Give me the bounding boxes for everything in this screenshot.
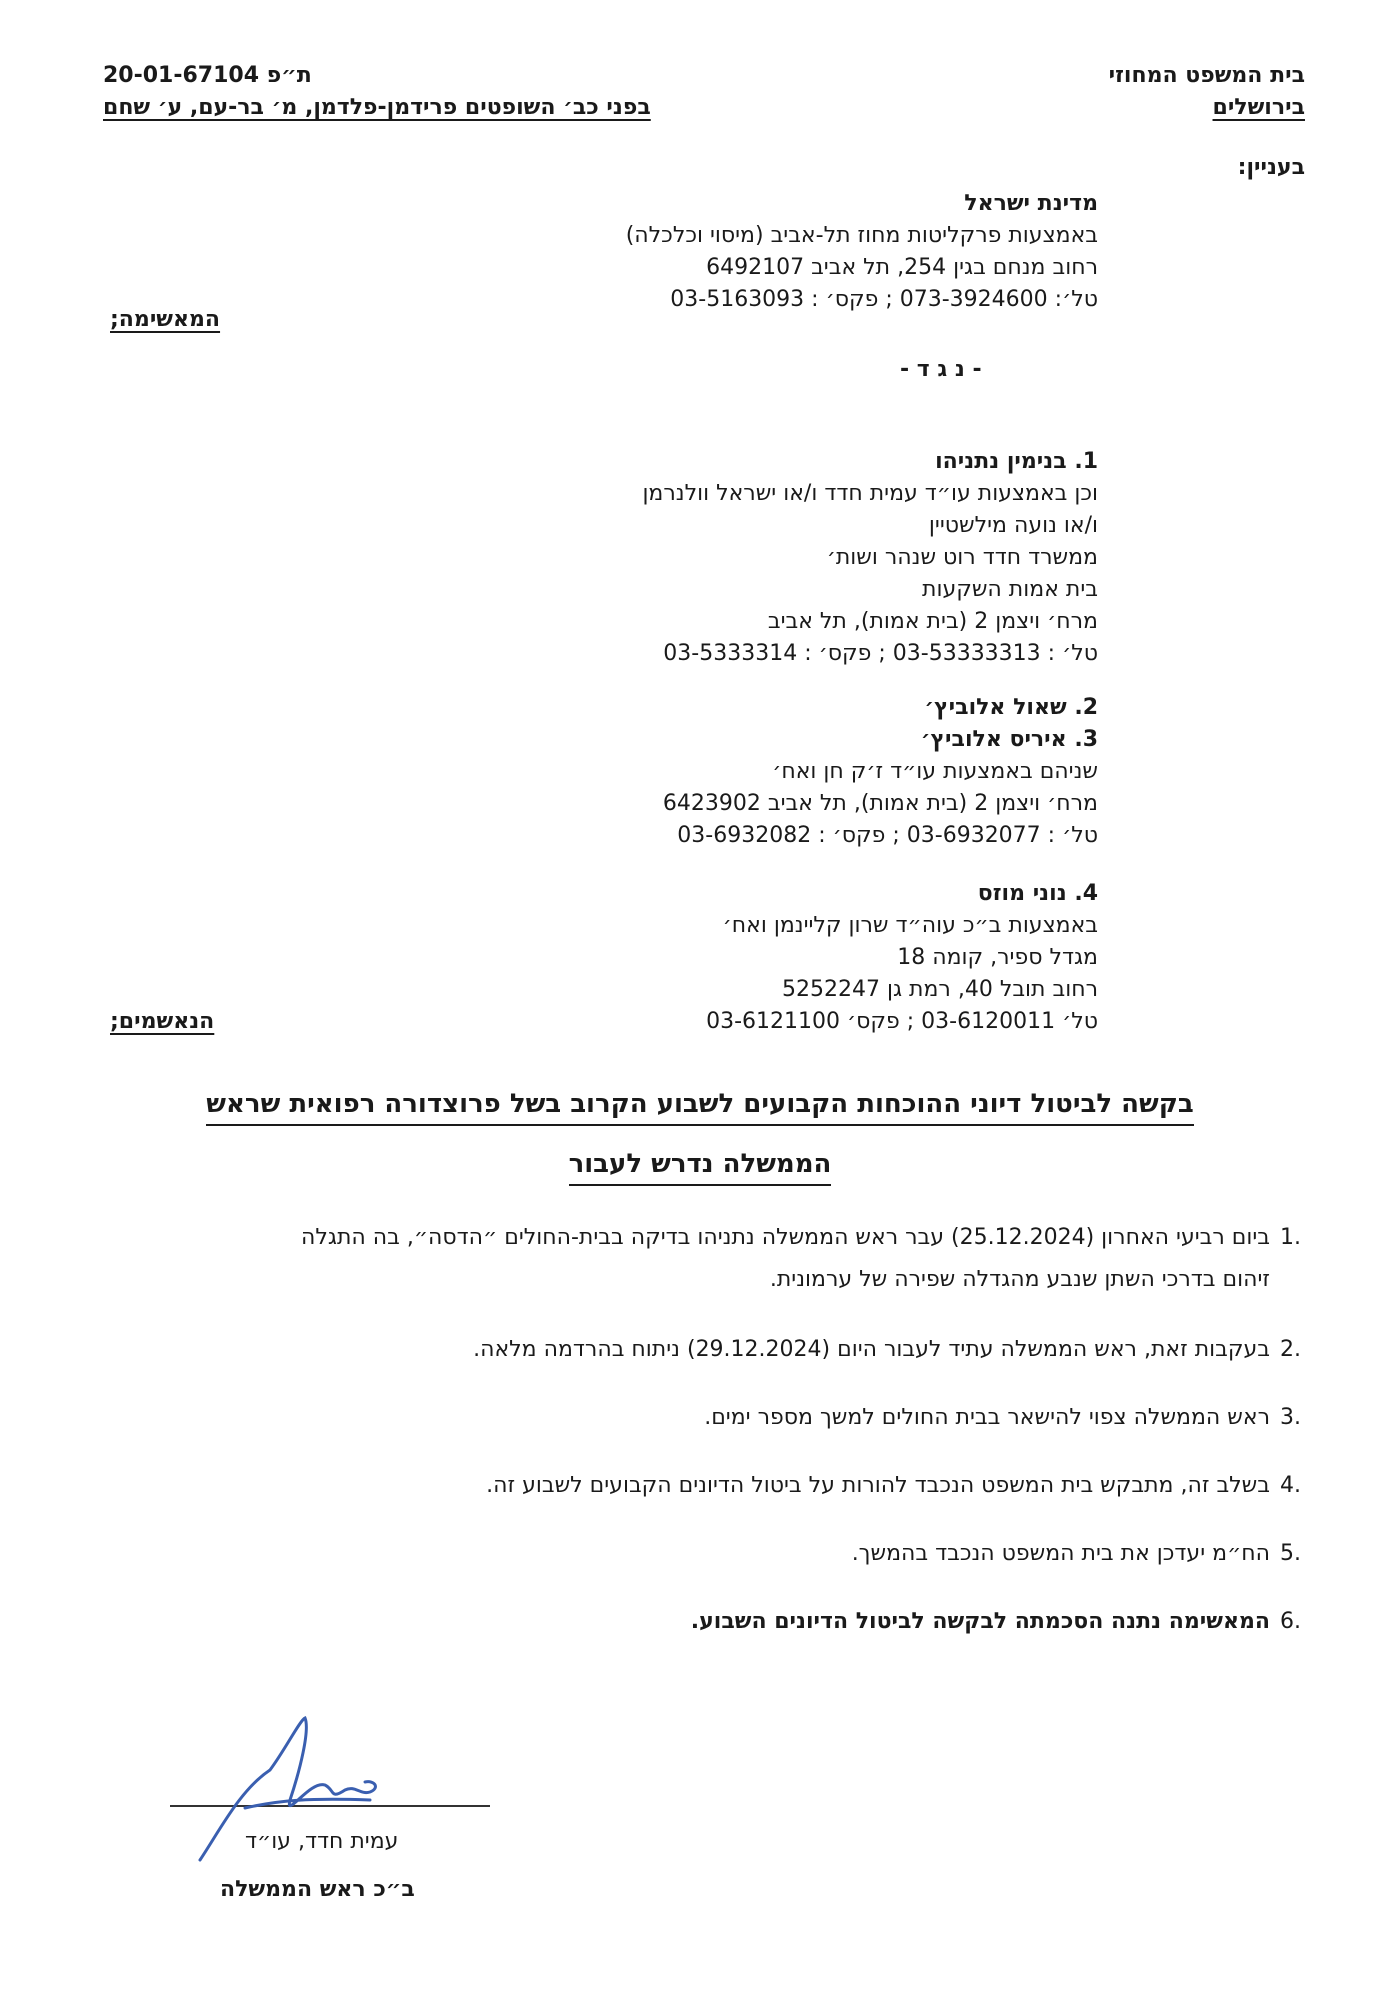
paragraph-text: זיהום בדרכי השתן שנבע מהגדלה שפירה של ערמונית. [769,1267,1270,1292]
defendant-name: 2. שאול אלוביץ׳ [924,695,1098,720]
request-title [0,1074,1400,1134]
defendant-line: טל׳ 03-6120011 ; פקס׳ 03-6121100 [706,1009,1098,1034]
defendant-line: ו/או נועה מילשטיין [928,513,1098,538]
paragraph-text: ביום רביעי האחרון (25.12.2024) עבר ראש הממשלה נתניהו בדיקה בבית-החולים ״הדסה״, בה התגלה [301,1225,1270,1250]
defendant-name: 4. נוני מוזס [977,881,1098,906]
prosecution-role [110,302,220,338]
court-city: בירושלים [1212,95,1305,120]
prosecution-line: באמצעות פרקליטות מחוז תל-אביב (מיסוי וכלכלה) [625,223,1098,248]
defendant-line: מרח׳ ויצמן 2 (בית אמות), תל אביב [767,609,1098,634]
paragraph-number: 2. [1280,1337,1301,1362]
versus-label: - נ ג ד - [900,357,982,382]
paragraph-number: 6. [1280,1609,1301,1634]
paragraph-text: המאשימה נתנה הסכמתה לבקשה לביטול הדיונים השבוע. [690,1609,1270,1634]
defendant-line: מרח׳ ויצמן 2 (בית אמות), תל אביב 6423902 [662,791,1098,816]
paragraph-number: 3. [1280,1405,1301,1430]
paragraph-number: 5. [1280,1541,1301,1566]
defendant-line: וכן באמצעות עו״ד עמית חדד ו/או ישראל וולנרמן [642,481,1098,506]
defendant-name: 1. בנימין נתניהו [935,449,1098,474]
prosecution-name: מדינת ישראל [964,191,1098,216]
case-number: ת״פ 20-01-67104 [103,63,312,88]
defendant-1-block [642,446,1098,670]
request-title-line-1: בקשה לביטול דיוני ההוכחות הקבועים לשבוע הקרוב בשל פרוצדורה רפואית שראש [206,1084,1193,1126]
defendant-line: רחוב תובל 40, רמת גן 5252247 [781,977,1098,1002]
paragraph-number: 1. [1280,1225,1301,1250]
request-title-line-2: הממשלה נדרש לעבור [569,1144,832,1186]
prosecution-line: טל׳: 073-3924600 ; פקס׳ : 03-5163093 [670,287,1098,312]
paragraph [0,1466,1400,1506]
defendant-4-block [706,878,1098,1038]
defendant-line: באמצעות ב״כ עוה״ד שרון קליינמן ואח׳ [722,913,1098,938]
paragraph [0,1218,1400,1308]
defendants-role-text: הנאשמים; [110,1009,215,1034]
request-title-2 [0,1134,1400,1194]
paragraph [0,1602,1400,1642]
defendant-2-3-block [663,692,1098,852]
defendant-line: טל׳ : 03-53333313 ; פקס׳ : 03-5333314 [663,641,1098,666]
defendant-name: 3. איריס אלוביץ׳ [920,727,1098,752]
matter-label: בעניין: [1237,155,1305,180]
paragraph [0,1534,1400,1574]
paragraph-text: ראש הממשלה צפוי להישאר בבית החולים למשך מספר ימים. [704,1405,1270,1430]
paragraph-text: הח״מ יעדכן את בית המשפט הנכבד בהמשך. [851,1541,1270,1566]
court-name: בית המשפט המחוזי [1108,63,1305,88]
paragraph [0,1398,1400,1438]
judges-line: בפני כב׳ השופטים פרידמן-פלדמן, מ׳ בר-עם, ע׳ שחם [103,95,651,120]
defendant-line: בית אמות השקעות [922,577,1098,602]
paragraph [0,1330,1400,1370]
prosecution-role-text: המאשימה; [110,307,221,332]
defendant-line: טל׳ : 03-6932077 ; פקס׳ : 03-6932082 [677,823,1098,848]
defendant-line: שניהם באמצעות עו״ד ז׳ק חן ואח׳ [772,759,1098,784]
paragraph-text: בשלב זה, מתבקש בית המשפט הנכבד להורות על ביטול הדיונים הקבועים לשבוע זה. [486,1473,1270,1498]
paragraph-text: בעקבות זאת, ראש הממשלה עתיד לעבור היום (29.12.2024) ניתוח בהרדמה מלאה. [473,1337,1270,1362]
signature-name: עמית חדד, עו״ד [245,1829,399,1854]
prosecution-line: רחוב מנחם בגין 254, תל אביב 6492107 [706,255,1098,280]
defendants-role [110,1004,214,1040]
paragraph-number: 4. [1280,1473,1301,1498]
signature-role: ב״כ ראש הממשלה [220,1877,415,1902]
defendant-line: מגדל ספיר, קומה 18 [897,945,1098,970]
defendant-line: ממשרד חדד רוט שנהר ושות׳ [826,545,1098,570]
prosecution-block [626,188,1098,316]
